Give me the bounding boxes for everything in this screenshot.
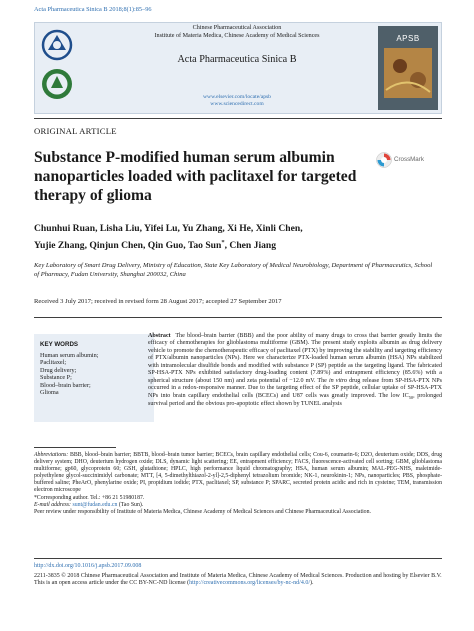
keyword-item: Substance P;	[40, 374, 72, 382]
author-line-2	[34, 236, 434, 253]
running-head: Acta Pharmaceutica Sinica B 2018;8(1):85–96	[34, 6, 152, 13]
journal-url-1[interactable]: www.elsevier.com/locate/apsb	[203, 94, 271, 100]
abstract-text-3: , prolonged survival period and the obvious pro-apoptotic effect shown by TUNEL analysis	[148, 392, 442, 408]
cover-title: APSB	[396, 34, 420, 43]
abstract-in-vitro: in vitro	[328, 377, 348, 384]
dates-rule	[34, 317, 442, 318]
abstract-text-2: drug release from SP-HSA-PTX NPs occurred in a redox-responsive manner. Due to the targeting effect of the SP peptide, cellular uptake of SP-HSA-PTX NPs into brain capillary endothelial cells (BCECs) and U87 cells was greatly improved. The low IC	[148, 377, 442, 399]
email-label: E-mail address:	[34, 501, 71, 508]
affiliation: Key Laboratory of Smart Drug Delivery, Ministry of Education, State Key Laboratory of Medical Neurobiology, Department of Pharmaceutics, School of Pharmacy, Fudan University, Shanghai 200032, China	[34, 262, 433, 278]
corresponding-marker[interactable]: *	[221, 238, 225, 246]
abstract-label: Abstract	[148, 333, 171, 339]
footnotes	[34, 452, 442, 516]
license-link[interactable]: http://creativecommons.org/licenses/by-nc-nd/4.0/	[189, 580, 310, 587]
crossmark-label[interactable]: CrossMark	[394, 156, 424, 163]
association-line-1: Chinese Pharmaceutical Association	[192, 25, 282, 31]
authors-after-corresponding: , Chen Jiang	[224, 239, 277, 251]
journal-url-2[interactable]: www.sciencedirect.com	[210, 100, 264, 107]
abbreviations-label: Abbreviations:	[34, 452, 69, 458]
author-line-1: Chunhui Ruan, Lisha Liu, Yifei Lu, Yu Zhang, Xi He, Xinli Chen,	[34, 223, 303, 234]
doi-link[interactable]: http://dx.doi.org/10.1016/j.apsb.2017.09.008	[34, 563, 142, 569]
abbreviations	[34, 452, 442, 495]
keywords-heading: KEY WORDS	[40, 341, 79, 348]
email-line	[34, 502, 442, 509]
abstract-ic-subscript: 50	[408, 394, 414, 400]
copyright-close: ).	[310, 580, 314, 587]
association-line-2: Institute of Materia Medica, Chinese Academy of Medical Sciences	[154, 32, 320, 39]
abbreviations-text: BBB, blood–brain barrier; BBTB, blood–brain tumor barrier; BCECs, brain capillary endothelial cells; Cou-6, coumarin-6; D2O, deuterium oxide; DDS, drug delivery system; DHO, deuterium hydrogen oxide; DLS, dynamic light scattering; EE, entrapment efficiency; FACS, fluorescence-activated cell sorting; GBM, glioblastoma multiforme; gp60, glycoprotein 60; GSH, glutathione; HPLC, high performance liquid chromatography; HSA, human serum albumin; MAL-PEG-NHS, maleimide-polyethylene glycol-succinimidyl carbonate; MTT, [4, 5-dimethylthiazol-2-yl]-2,5-diphenyl tetrazolium bromide; NK-1, neurokinin-1; NPs, nanoparticles; PBS, phosphate-buffered saline; PheArO, phenylarine oxide; PI, propidium iodide; PTX, paclitaxel; SP, substance P; SPARC, secreted protein acidic and rich in cysteine; TEM, transmission electron microscope	[34, 452, 443, 494]
keyword-item: Drug delivery;	[40, 366, 77, 374]
peer-review-note: Peer review under responsibility of Institute of Materia Medica, Chinese Academy of Medical Sciences and Chinese Pharmaceutical Association.	[34, 508, 371, 515]
copyright	[34, 573, 442, 588]
author-list	[34, 222, 434, 252]
email-name: (Tao Sun).	[118, 501, 144, 508]
corresponding-author: *Corresponding author. Tel.: +86 21 51980187.	[34, 494, 145, 501]
keyword-item: Paclitaxel;	[40, 359, 67, 367]
article-title: Substance P-modified human serum albumin nanoparticles loaded with paclitaxel for targeted therapy of glioma	[34, 149, 357, 204]
header-rule	[34, 118, 442, 119]
authors-before-corresponding: Yujie Zhang, Qinjun Chen, Qin Guo, Tao Sun	[34, 239, 222, 251]
doi-rule	[34, 558, 442, 559]
keyword-item: Human serum albumin;	[40, 352, 99, 359]
abstract-text-1: The blood–brain barrier (BBB) and the poor ability of many drugs to cross that barrier greatly limits the efficacy of chemotherapies for glioblastoma multiforme (GBM). The present study exploits albumin as drug delivery vehicle to promote the chemotherapeutic efficacy of paclitaxel (PTX) by improving the stability and targeting efficiency of PTX/albumin nanoparticles (NPs). Here we characterize PTX-loaded human serum albumin (HSA) NPs stabilized with intramolecular disulfide bonds and modified with substance P (SP) peptide as the targeting ligand. The fabricated SP-HSA-PTX NPs exhibited satisfactory drug-loading content (7.89%) and entrapment efficiency (85.6%) with a spherical structure (about 150 nm) and zeta potential of −12.0 mV. The	[148, 333, 442, 384]
received-dates: Received 3 July 2017; received in revised form 28 August 2017; accepted 27 September 2017	[34, 298, 282, 305]
crossmark-icon[interactable]	[376, 152, 392, 168]
abstract	[148, 333, 442, 409]
keyword-item: Glioma	[40, 389, 59, 397]
journal-name: Acta Pharmaceutica Sinica B	[177, 54, 297, 65]
keywords-list	[40, 352, 150, 396]
copyright-text: 2211-3835 © 2018 Chinese Pharmaceutical Association and Institute of Materia Medica, Chinese Academy of Medical Sciences. Production and hosting by Elsevier B.V. This is an open access article under the CC BY-NC-ND license (	[34, 573, 442, 587]
email-link[interactable]: sunt@fudan.edu.cn	[72, 501, 118, 508]
footnote-rule	[34, 447, 116, 448]
keyword-item: Blood–brain barrier;	[40, 381, 91, 389]
article-type: ORIGINAL ARTICLE	[34, 126, 117, 136]
